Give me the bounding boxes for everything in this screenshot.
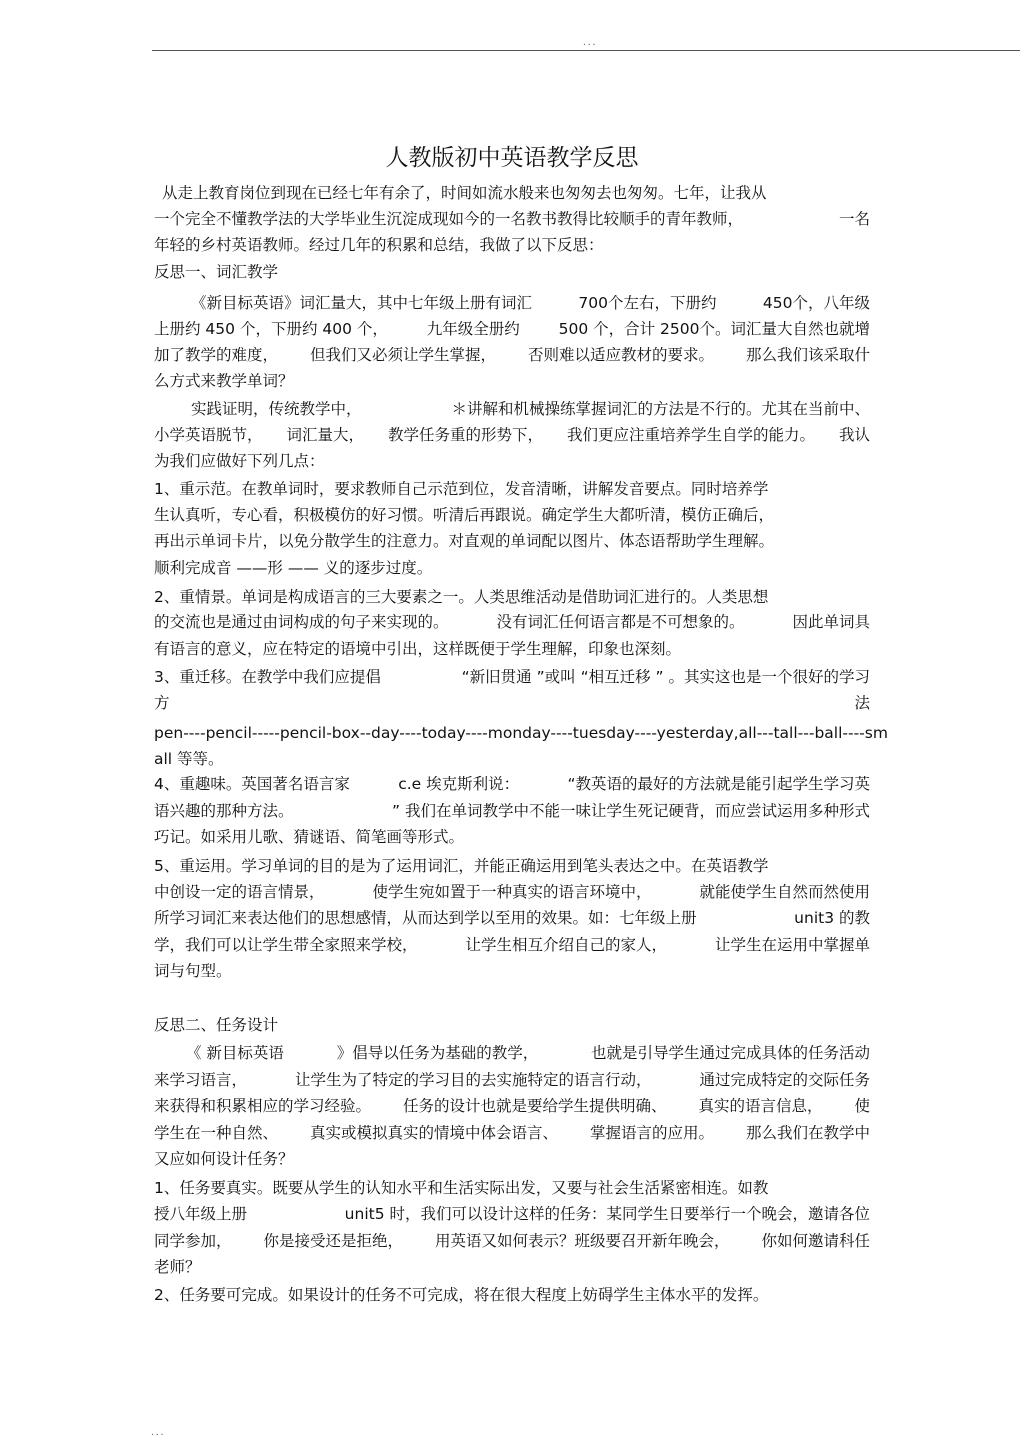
text-line <box>154 798 870 824</box>
text-line <box>186 1040 870 1066</box>
text-segment: unit3 的教 <box>794 909 870 927</box>
text-segment: 任务的设计也就是要给学生提供明确、 <box>402 1097 667 1115</box>
text-segment: 让学生为了特定的学习目的去实施特定的语言行动， <box>294 1071 652 1089</box>
header-rule <box>152 50 1020 51</box>
text-segment: 700个左右，下册约 <box>578 294 717 312</box>
text-line <box>154 476 870 502</box>
text-line <box>154 1146 870 1172</box>
text-segment: 又应如何设计任务？ <box>154 1150 294 1168</box>
text-line <box>154 342 870 368</box>
text-line <box>154 1282 870 1308</box>
text-segment: 九年级全册约 <box>426 320 520 338</box>
text-segment: all 等等。 <box>154 750 224 768</box>
text-line <box>154 368 870 394</box>
text-segment: 的交流也是通过由词构成的句子来实现的。 <box>154 613 449 631</box>
text-segment: 我们更应注重培养学生自学的能力。 <box>566 426 815 444</box>
text-line <box>154 771 870 797</box>
text-segment: 一个完全不懂教学法的大学毕业生沉淀成现如今的一名教书教得比较顺手的青年教师， <box>154 210 744 228</box>
text-segment: 所学习词汇来表达他们的思想感情，从而达到学以至用的效果。如：七年级上册 <box>154 909 697 927</box>
text-segment: 没有词汇任何语言都是不可想象的。 <box>496 613 745 631</box>
text-segment: 《 新目标英语 <box>186 1044 284 1062</box>
text-segment: 授八年级上册 <box>154 1205 248 1223</box>
text-segment: 词汇量大， <box>286 426 364 444</box>
header-mark: ... <box>582 38 597 47</box>
text-segment: 2、任务要可完成。如果设计的任务不可完成，将在很大程度上妨碍学生主体水平的发挥。 <box>154 1286 769 1304</box>
text-line <box>154 259 870 285</box>
text-segment: 来获得和积累相应的学习经验。 <box>154 1097 372 1115</box>
text-segment: 让学生相互介绍自己的家人， <box>465 936 667 954</box>
text-segment: 反思一、词汇教学 <box>154 263 279 281</box>
text-segment: 中创设一定的语言情景， <box>154 883 325 901</box>
text-line <box>154 1254 870 1280</box>
text-segment: 4、重趣味。英国著名语言家 <box>154 775 350 793</box>
text-segment: 语兴趣的那种方法。 <box>154 802 294 820</box>
text-line <box>154 584 870 610</box>
text-segment: 2、重情景。单词是构成语言的三大要素之一。人类思维活动是借助词汇进行的。人类思想 <box>154 588 769 606</box>
text-line <box>154 690 870 716</box>
text-line <box>154 206 870 232</box>
text-line <box>154 422 870 448</box>
text-segment: 通过完成特定的交际任务 <box>699 1071 870 1089</box>
text-segment: c.e 埃克斯利说： <box>398 775 520 793</box>
text-segment: 3、重迁移。在教学中我们应提倡 <box>154 668 381 686</box>
text-line <box>154 853 870 879</box>
text-segment: 小学英语脱节， <box>154 426 263 444</box>
text-line <box>154 636 870 662</box>
text-line <box>154 932 870 958</box>
document-title: 人教版初中英语教学反思 <box>385 145 639 171</box>
text-segment: 让学生在运用中掌握单 <box>714 936 870 954</box>
text-segment: 有语言的意义，应在特定的语境中引出，这样既便于学生理解，印象也深刻。 <box>154 640 682 658</box>
text-line <box>154 448 870 474</box>
text-segment: “新旧贯通 ”或叫 “相互迁移 ” 。其实这也是一个很好的学习 <box>461 668 870 686</box>
text-segment: 因此单词具 <box>792 613 870 631</box>
text-line <box>154 502 870 528</box>
text-line <box>154 958 870 984</box>
footer-mark: ... <box>150 1428 165 1437</box>
text-segment: 巧记。如采用儿歌、猜谜语、简笔画等形式。 <box>154 828 465 846</box>
text-segment: 你如何邀请科任 <box>761 1232 870 1250</box>
text-line <box>154 879 870 905</box>
text-line <box>162 180 870 206</box>
text-segment: 1、任务要真实。既要从学生的认知水平和生活实际出发，又要与社会生活紧密相连。如教 <box>154 1179 769 1197</box>
text-line <box>191 290 870 316</box>
text-segment: 5、重运用。学习单词的目的是为了运用词汇，并能正确运用到笔头表达之中。在英语教学 <box>154 857 769 875</box>
text-line <box>154 905 870 931</box>
text-line <box>154 609 870 635</box>
text-segment: 词与句型。 <box>154 962 232 980</box>
text-segment: 也就是引导学生通过完成具体的任务活动 <box>590 1044 870 1062</box>
text-segment: 《新目标英语》词汇量大，其中七年级上册有词汇 <box>191 294 533 312</box>
text-segment: pen----pencil-----pencil-box--day----today----monday----tuesday----yesterday,all---tall---ball----sm <box>154 724 888 742</box>
text-segment: 但我们又必须让学生掌握， <box>309 346 496 364</box>
text-segment: 那么我们该采取什 <box>745 346 870 364</box>
text-segment: 反思二、任务设计 <box>154 1016 279 1034</box>
text-line <box>154 664 870 690</box>
text-segment: 450个，八年级 <box>762 294 870 312</box>
text-segment: 使学生宛如置于一种真实的语言环境中， <box>372 883 652 901</box>
text-segment: 实践证明，传统教学中， <box>191 400 362 418</box>
text-line <box>154 1201 870 1227</box>
text-segment: 用英语又如何表示？班级要召开新年晚会， <box>434 1232 730 1250</box>
text-segment: 同学参加， <box>154 1232 232 1250</box>
text-line <box>154 1067 870 1093</box>
text-segment: 500 个，合计 2500个。词汇量大自然也就增 <box>558 320 870 338</box>
text-segment: 顺利完成音 ——形 —— 义的逐步过度。 <box>154 559 433 577</box>
text-segment: 1、重示范。在教单词时，要求教师自己示范到位，发音清晰，讲解发音要点。同时培养学 <box>154 480 769 498</box>
text-segment: unit5 时，我们可以设计这样的任务：某同学生日要举行一个晚会，邀请各位 <box>344 1205 870 1223</box>
text-line <box>191 396 870 422</box>
text-line <box>154 824 870 850</box>
text-segment: ” 我们在单词教学中不能一味让学生死记硬背，而应尝试运用多种形式 <box>392 802 870 820</box>
text-segment: 为我们应做好下列几点： <box>154 452 325 470</box>
text-line <box>154 1093 870 1119</box>
text-line <box>154 555 870 581</box>
text-segment: ＊讲解和机械操练掌握词汇的方法是不行的。尤其在当前中、 <box>451 400 870 418</box>
text-segment: 方 <box>154 694 170 712</box>
text-segment: 老师？ <box>154 1258 201 1276</box>
text-segment: 真实的语言信息， <box>698 1097 823 1115</box>
text-segment: 年轻的乡村英语教师。经过几年的积累和总结，我做了以下反思： <box>154 236 604 254</box>
text-segment: 从走上教育岗位到现在已经七年有余了，时间如流水般来也匆匆去也匆匆。七年，让我从 <box>162 184 767 202</box>
text-segment: 掌握语言的应用。 <box>589 1124 714 1142</box>
text-segment: 就能使学生自然而然使用 <box>699 883 870 901</box>
text-segment: 》倡导以任务为基础的教学， <box>336 1044 539 1062</box>
text-segment: 加了教学的难度， <box>154 346 279 364</box>
text-segment: 再出示单词卡片，以免分散学生的注意力。对直观的单词配以图片、体态语帮助学生理解。 <box>154 532 775 550</box>
text-segment: 来学习语言， <box>154 1071 248 1089</box>
text-segment: 法 <box>854 694 870 712</box>
text-segment: 上册约 450 个，下册约 400 个， <box>154 320 388 338</box>
text-segment: 那么我们在教学中 <box>745 1124 870 1142</box>
text-segment: 真实或模拟真实的情境中体会语言、 <box>309 1124 558 1142</box>
text-line <box>154 528 870 554</box>
text-segment: 教学任务重的形势下， <box>387 426 543 444</box>
text-line <box>154 1120 870 1146</box>
text-segment: 一名 <box>838 210 870 228</box>
text-segment: 学，我们可以让学生带全家照来学校， <box>154 936 418 954</box>
text-segment: 否则难以适应教材的要求。 <box>527 346 714 364</box>
text-line <box>154 746 870 772</box>
text-segment: 么方式来教学单词？ <box>154 372 294 390</box>
text-segment: “教英语的最好的方法就是能引起学生学习英 <box>567 775 870 793</box>
text-segment: 我认 <box>838 426 870 444</box>
text-segment: 学生在一种自然、 <box>154 1124 279 1142</box>
text-line <box>154 316 870 342</box>
text-line <box>154 720 888 746</box>
text-line <box>154 1228 870 1254</box>
text-line <box>154 1175 870 1201</box>
text-segment: 你是接受还是拒绝， <box>263 1232 403 1250</box>
text-segment: 使 <box>854 1097 870 1115</box>
text-line <box>154 1012 870 1038</box>
text-line <box>154 232 870 258</box>
text-segment: 生认真听，专心看，积极模仿的好习惯。听清后再跟说。确定学生大都听清，模仿正确后， <box>154 506 775 524</box>
